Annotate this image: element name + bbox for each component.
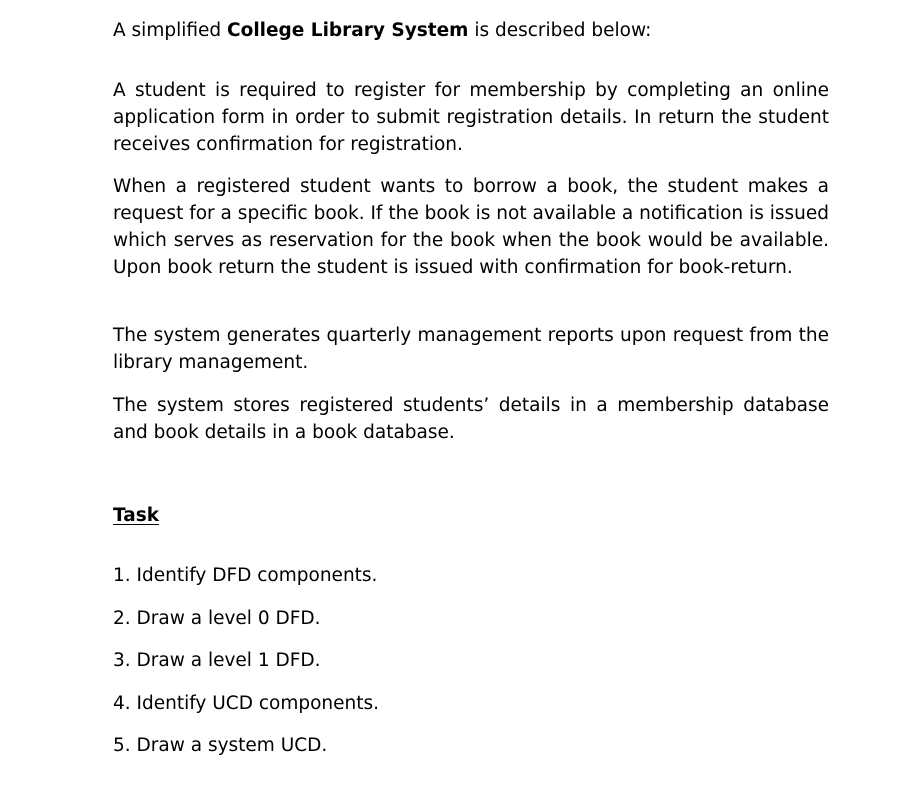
task-heading: Task [113, 505, 160, 526]
paragraph-storage: The system stores registered students’ details in a membership database and book details in a book database. [113, 395, 829, 443]
task-item: 4. Identify UCD components. [113, 692, 380, 714]
intro-suffix: is described below: [468, 20, 652, 41]
system-name: College Library System [227, 20, 469, 41]
paragraph-reports: The system generates quarterly management reports upon request from the library management. [113, 325, 829, 373]
task-item: 2. Draw a level 0 DFD. [113, 607, 321, 629]
task-item: 1. Identify DFD components. [113, 565, 378, 586]
task-list [113, 562, 379, 775]
paragraph-borrowing: When a registered student wants to borrow a book, the student makes a request for a specific book. If the book is not available a notification is issued which serves as reservation for the book when the book would be available. Upon book return the student is issued with confirmation for book-return. [113, 176, 829, 278]
paragraph-registration: A student is required to register for membership by completing an online application form in order to submit registration details. In return the student receives confirmation for registration. [113, 80, 829, 155]
intro-prefix: A simplified [113, 20, 228, 41]
task-item: 5. Draw a system UCD. [113, 735, 328, 756]
intro-sentence [113, 17, 651, 44]
task-item: 3. Draw a level 1 DFD. [113, 650, 321, 671]
